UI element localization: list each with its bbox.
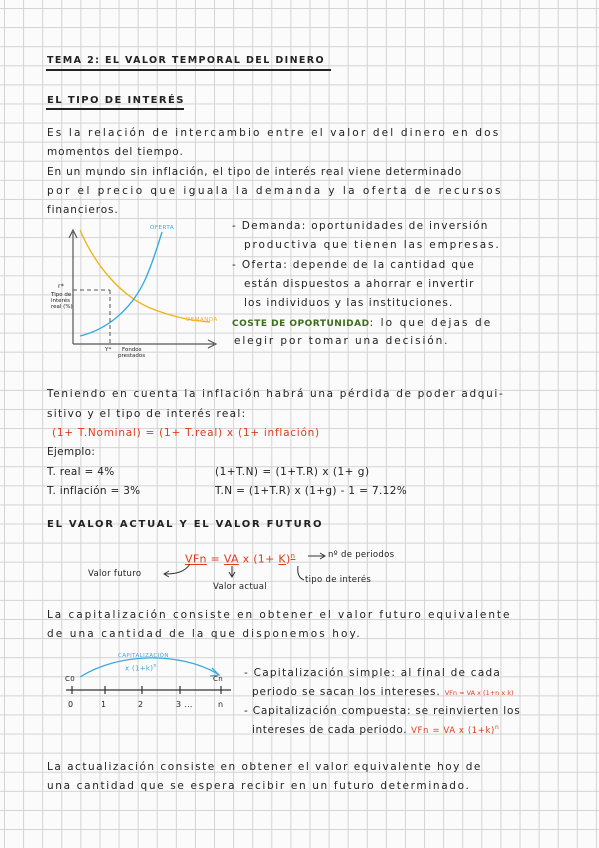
- formula-close: ): [285, 552, 291, 566]
- rstar-label: r*: [58, 283, 65, 290]
- compound-cap-line-2: intereses de cada periodo. VFn = VA x $(1+k)^n$: [252, 724, 500, 736]
- bullet-demanda: - Demanda: oportunidades de inversión: [232, 220, 489, 232]
- formula-exponent-n: n: [290, 552, 296, 560]
- yaxis-label-3: real (%): [51, 304, 73, 310]
- label-valor-futuro: Valor futuro: [88, 569, 142, 579]
- example-inflation-rate: T. inflación = 3%: [47, 485, 141, 497]
- bullet-oferta: - Oferta: depende de la cantidad que: [232, 259, 476, 271]
- bullet-oferta-cont-2: los individuos y las instituciones.: [244, 297, 454, 309]
- tick-label-0: 0: [68, 700, 74, 709]
- paragraph-line: La capitalización consiste en obtener el valor futuro equivalente: [47, 609, 512, 621]
- label-cn: Cn: [213, 675, 223, 683]
- arc-factor: x $(1+k)^n$: [125, 663, 157, 673]
- tick-label-n: n: [218, 700, 224, 709]
- xaxis-label-1: Fondos: [122, 347, 142, 353]
- ystar-label: Y*: [105, 347, 112, 353]
- label-periodos: nº de periodos: [328, 550, 395, 560]
- coste-oportunidad-term: COSTE DE OPORTUNIDAD: [232, 319, 370, 329]
- coste-oportunidad-def: : lo que dejas de: [369, 317, 493, 329]
- demand-label: DEMANDA: [186, 317, 218, 323]
- page-title: TEMA 2: EL VALOR TEMPORAL DEL DINERO: [47, 55, 326, 66]
- tick-label-3: 3 ...: [176, 700, 193, 709]
- formula-equals: =: [206, 552, 224, 566]
- paragraph-line: sitivo y el tipo de interés real:: [47, 408, 247, 420]
- bullet-oferta-cont: están dispuestos a ahorrar e invertir: [244, 278, 475, 290]
- compound-cap-line-1: - Capitalización compuesta: se reinvierten los: [244, 705, 521, 717]
- label-c0: C0: [65, 675, 75, 683]
- simple-cap-line-1: - Capitalización simple: al final de cada: [244, 667, 502, 679]
- bullet-demanda-cont: productiva que tienen las empresas.: [244, 239, 501, 251]
- paragraph-line: una cantidad que se espera recibir en un futuro determinado.: [47, 780, 471, 792]
- yaxis-label-1: Tipo de: [51, 292, 72, 298]
- example-real-rate: T. real = 4%: [47, 466, 115, 478]
- coste-oportunidad-def-cont: elegir por tomar una decisión.: [234, 335, 450, 347]
- paragraph-line: financieros.: [47, 204, 119, 216]
- formula-vfn: VFn: [185, 552, 207, 566]
- simple-cap-formula: VFn = VA x (1+n x k): [444, 689, 514, 697]
- paragraph-line: momentos del tiempo.: [47, 146, 184, 158]
- yaxis-label-2: interés: [51, 298, 70, 304]
- supply-label: OFERTA: [150, 225, 175, 231]
- simple-cap-line-2: periodo se sacan los intereses. VFn = VA x (1+n x k): [252, 686, 514, 698]
- formula-va: VA: [223, 552, 239, 566]
- paragraph-line: por el precio que iguala la demanda y la oferta de recursos: [47, 185, 503, 197]
- tick-label-1: 1: [101, 700, 107, 709]
- fisher-formula: (1+ T.Nominal) = (1+ T.real) x (1+ inflación): [52, 427, 320, 439]
- example-label: Ejemplo:: [47, 446, 96, 458]
- arc-label: CAPITALIZACIÓN: [118, 653, 169, 659]
- compound-cap-formula: VFn = VA x $(1+k)^n$: [411, 724, 500, 736]
- label-valor-actual: Valor actual: [213, 582, 267, 592]
- example-equation-2: T.N = (1+T.R) x (1+g) - 1 = 7.12%: [215, 485, 408, 497]
- section-heading-tipo-interes: EL TIPO DE INTERÉS: [47, 95, 185, 106]
- paragraph-line: La actualización consiste en obtener el valor equivalente hoy de: [47, 761, 482, 773]
- formula-k: K: [278, 552, 286, 566]
- tick-label-2: 2: [138, 700, 144, 709]
- label-tipo-interes: tipo de interés: [305, 575, 372, 585]
- paragraph-line: Teniendo en cuenta la inflación habrá una pérdida de poder adqui-: [47, 388, 505, 400]
- formula-times: x (1+: [238, 552, 279, 566]
- section-heading-valor: EL VALOR ACTUAL Y EL VALOR FUTURO: [47, 519, 324, 530]
- paragraph-line: de una cantidad de la que disponemos hoy.: [47, 628, 362, 640]
- paragraph-line: En un mundo sin inflación, el tipo de interés real viene determinado: [47, 166, 463, 178]
- example-equation-1: (1+T.N) = (1+T.R) x (1+ g): [215, 466, 370, 478]
- paragraph-line: Es la relación de intercambio entre el valor del dinero en dos: [47, 127, 501, 139]
- xaxis-label-2: prestados: [118, 353, 146, 359]
